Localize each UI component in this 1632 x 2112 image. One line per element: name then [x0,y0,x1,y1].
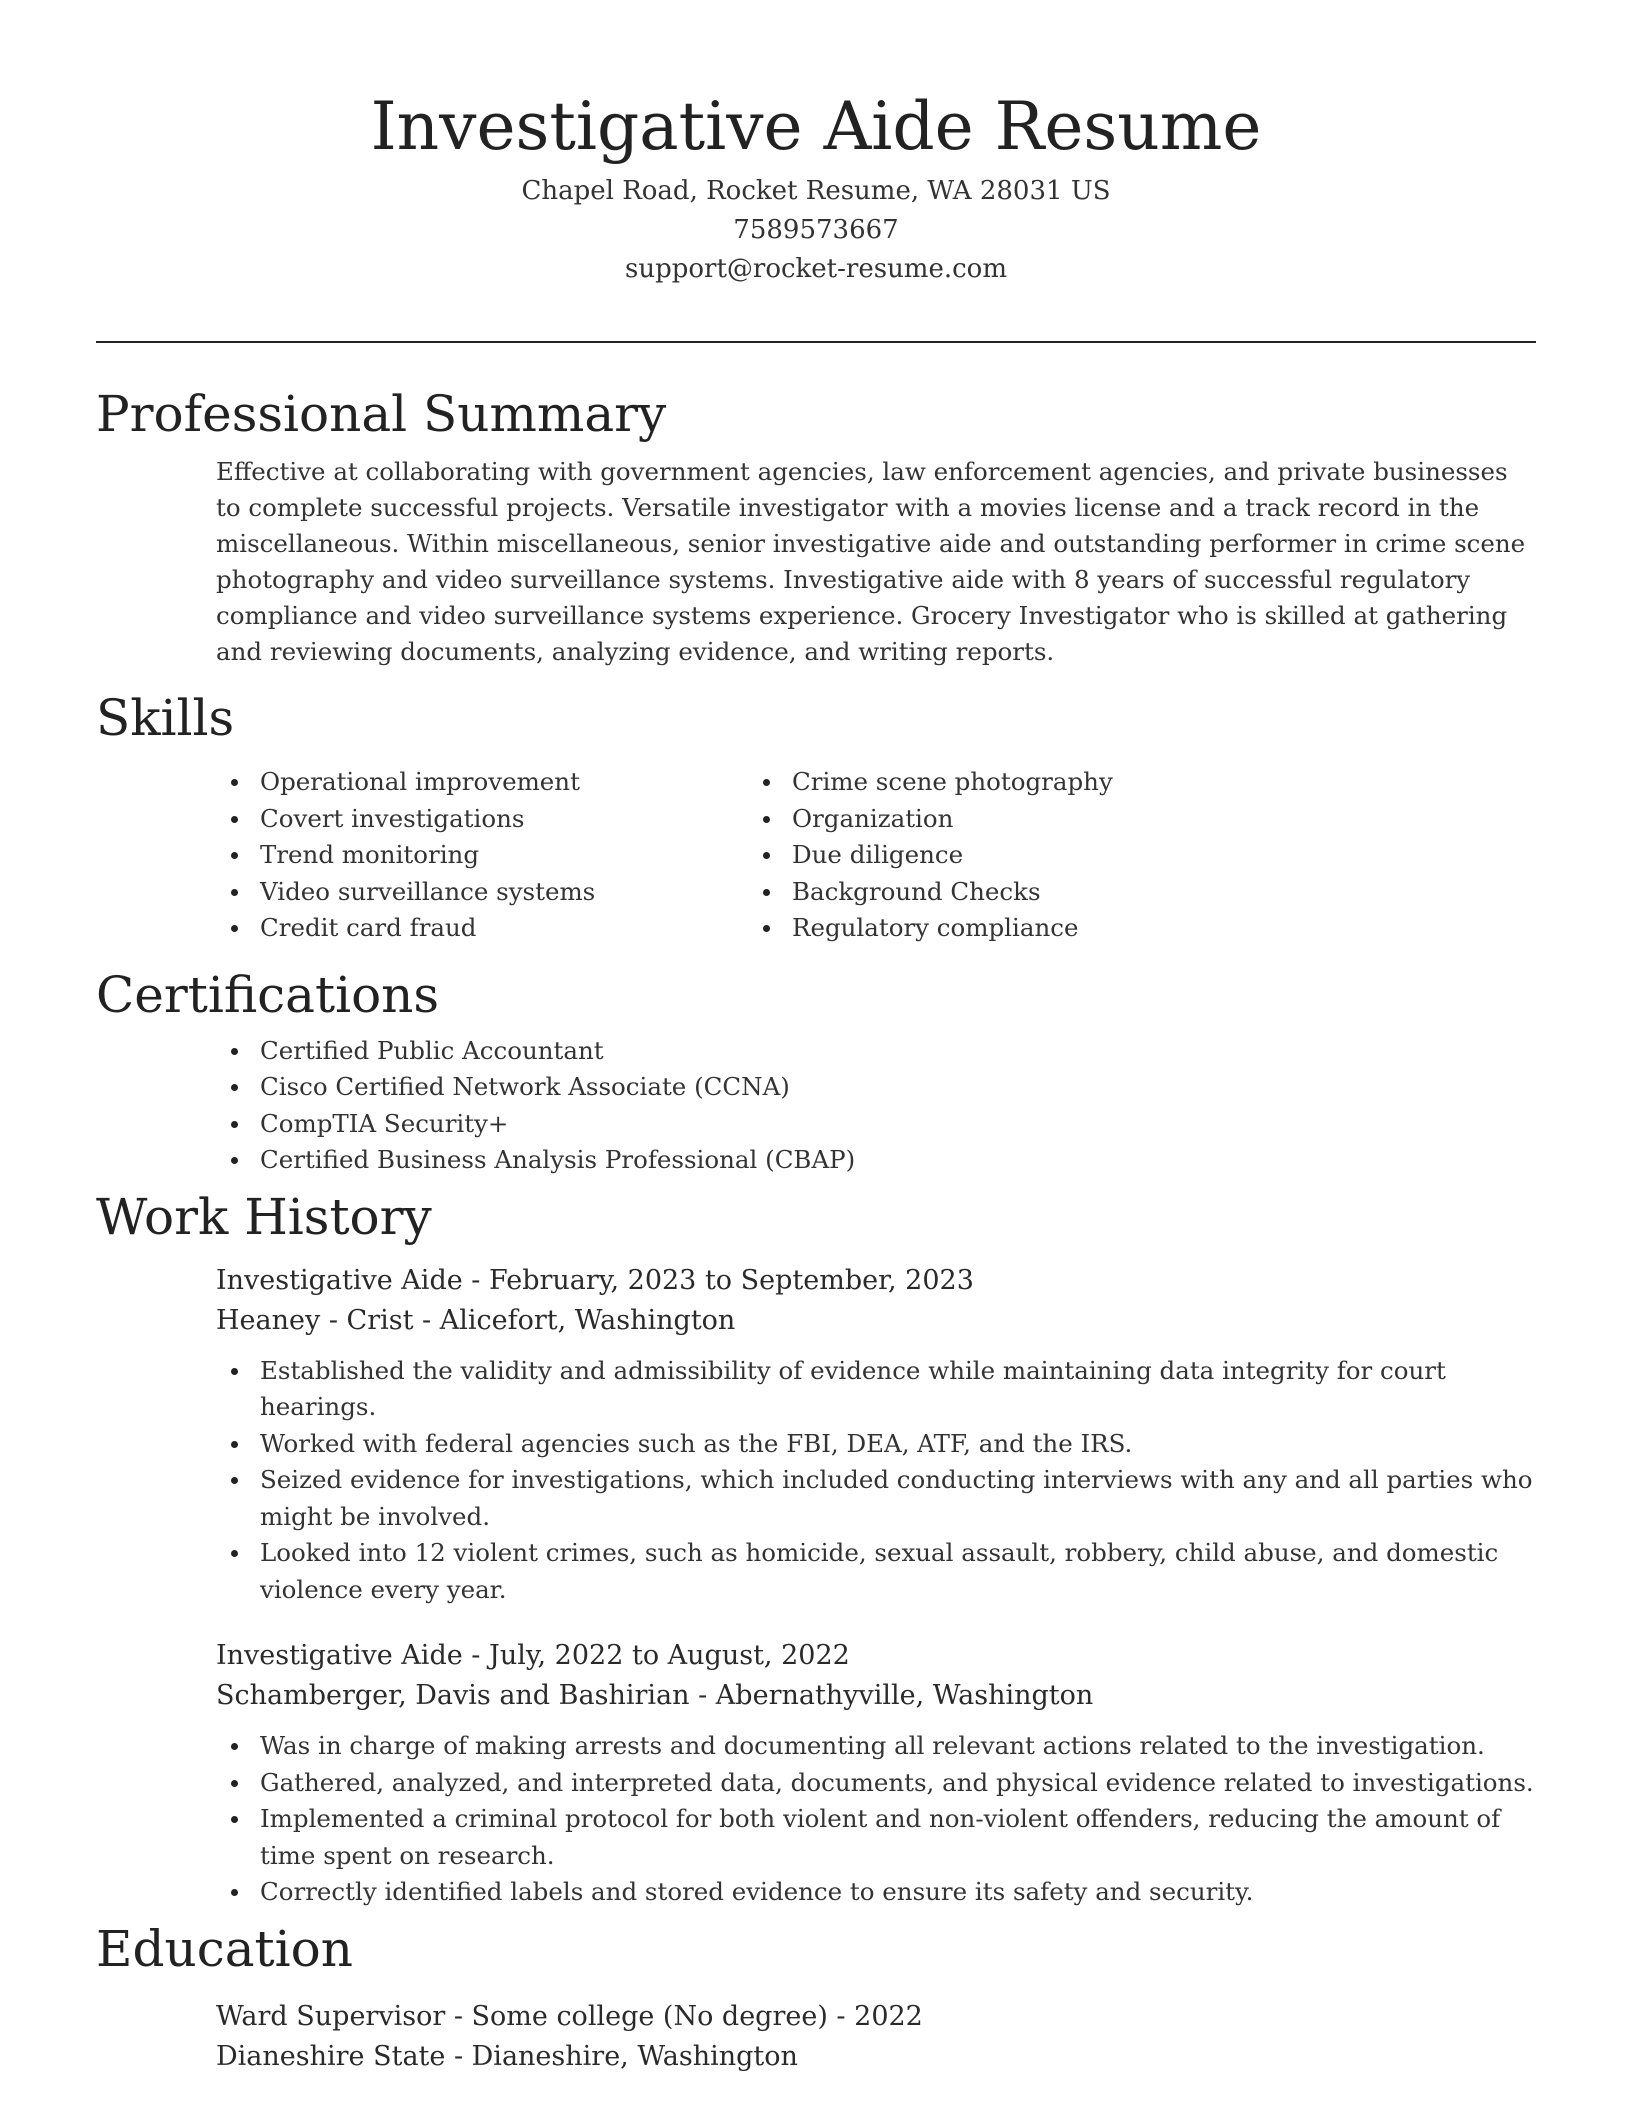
skill-item: Credit card fraud [260,910,746,947]
education-entry [216,1997,1536,2077]
job-bullet: Was in charge of making arrests and documenting all relevant actions related to the investigation. [260,1728,1536,1765]
resume-header [96,82,1536,289]
skill-item: Crime scene photography [792,764,1396,801]
contact-address: Chapel Road, Rocket Resume, WA 28031 US [521,176,1111,206]
certification-item: Certified Business Analysis Professional (CBAP) [260,1142,1536,1179]
work-history-heading: Work History [96,1187,432,1246]
skill-item: Due diligence [792,837,1396,874]
contact-email: support@rocket-resume.com [624,254,1007,284]
skill-item: Covert investigations [260,801,746,838]
job-company-line: Schamberger, Davis and Bashirian - Abernathyville, Washington [216,1680,1094,1711]
job-entry [216,1636,1536,1911]
job-bullet: Looked into 12 violent crimes, such as homicide, sexual assault, robbery, child abuse, and domestic violence every year. [260,1535,1536,1608]
skills-grid [96,764,1536,947]
job-bullets [216,1728,1536,1911]
skills-list-right [746,764,1396,947]
certifications-list [96,1033,1536,1179]
skill-item: Trend monitoring [260,837,746,874]
skills-column-right [746,764,1396,947]
job-company-line: Heaney - Crist - Alicefort, Washington [216,1304,736,1336]
job-bullet: Seized evidence for investigations, which included conducting interviews with any and all parties who might be involved. [260,1462,1536,1535]
contact-phone: 7589573667 [733,215,899,245]
job-entry [216,1261,1536,1609]
skill-item: Operational improvement [260,764,746,801]
certification-item: Certified Public Accountant [260,1033,1536,1070]
resume-body [96,376,1536,2077]
header-divider [96,341,1536,343]
job-title-line: Investigative Aide - February, 2023 to September, 2023 [216,1264,974,1296]
resume-title: Investigative Aide Resume [370,88,1262,165]
skill-item: Organization [792,801,1396,838]
job-bullet: Gathered, analyzed, and interpreted data, documents, and physical evidence related to investigations. [260,1765,1536,1802]
skills-list-left [96,764,746,947]
education-heading: Education [96,1919,353,1978]
work-history-section [96,1179,1536,1911]
job-title-line: Investigative Aide - July, 2022 to August, 2022 [216,1640,850,1671]
skill-item: Video surveillance systems [260,874,746,911]
education-section [96,1911,1536,2077]
skills-column-left [96,764,746,947]
education-school-line: Dianeshire State - Dianeshire, Washington [216,2040,798,2072]
summary-section [96,376,1536,670]
summary-heading: Professional Summary [96,385,667,443]
certification-item: Cisco Certified Network Associate (CCNA) [260,1069,1536,1106]
certification-item: CompTIA Security+ [260,1106,1536,1143]
job-bullets [216,1353,1536,1609]
certifications-heading: Certifications [96,965,440,1024]
job-bullet: Worked with federal agencies such as the FBI, DEA, ATF, and the IRS. [260,1426,1536,1463]
skill-item: Regulatory compliance [792,910,1396,947]
skills-heading: Skills [96,689,235,747]
job-bullet: Correctly identified labels and stored evidence to ensure its safety and security. [260,1874,1536,1911]
job-bullet: Implemented a criminal protocol for both violent and non-violent offenders, reducing the amount of time spent on research. [260,1801,1536,1874]
education-degree-line: Ward Supervisor - Some college (No degree) - 2022 [216,2000,923,2032]
skill-item: Background Checks [792,874,1396,911]
certifications-section [96,957,1536,1179]
skills-section [96,680,1536,947]
summary-text: Effective at collaborating with government agencies, law enforcement agencies, and private businesses to complete successful projects. Versatile investigator with a movies license and a track record in the miscellaneous. Within miscellaneous, senior investigative aide and outstanding performer in crime scene photography and video surveillance systems. Investigative aide with 8 years of successful regulatory compliance and video surveillance systems experience. Grocery Investigator who is skilled at gathering and reviewing documents, analyzing evidence, and writing reports. [216,457,1526,666]
job-bullet: Established the validity and admissibility of evidence while maintaining data integrity for court hearings. [260,1353,1536,1426]
